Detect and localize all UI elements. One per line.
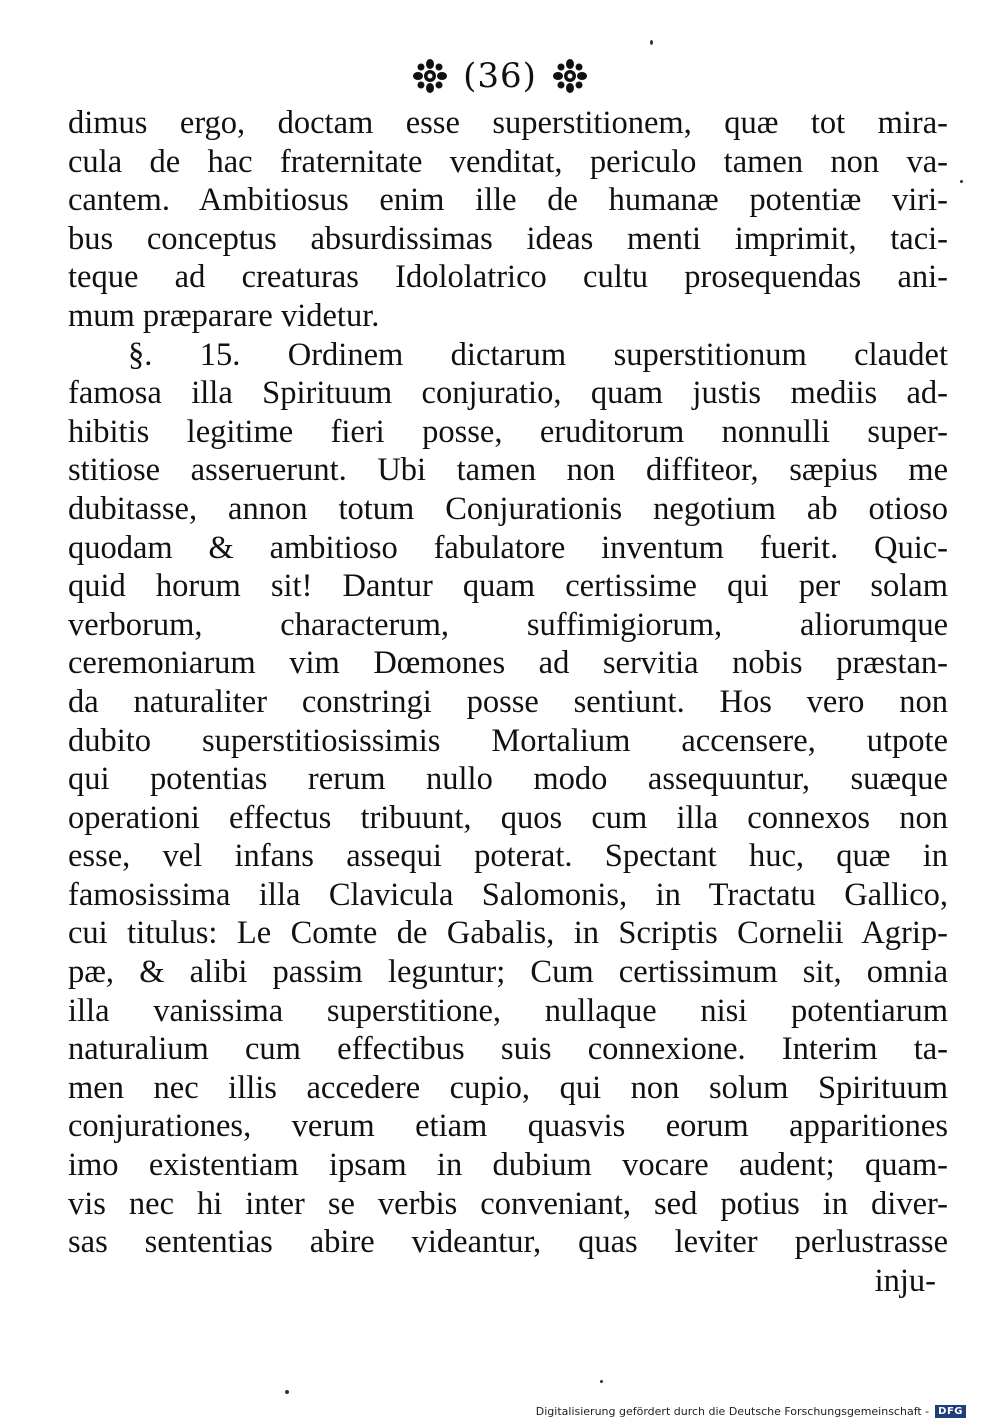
- text-line: famosissima illa Clavicula Salomonis, in Tractatu Gallico,: [68, 876, 948, 913]
- text-line: vis nec hi inter se verbis conveniant, sed potius in diver-: [68, 1185, 948, 1222]
- section-heading-line: §. 15. Ordinem dictarum superstitionum claudet: [128, 336, 948, 373]
- dfg-logo-icon: DFG: [935, 1405, 966, 1418]
- text-line: imo existentiam ipsam in dubium vocare audent; quam-: [68, 1147, 948, 1184]
- text-line: ceremoniarum vim Dœmones ad servitia nobis præstan-: [68, 645, 948, 682]
- text-line: pæ, & alibi passim leguntur; Cum certissimum sit, omnia: [68, 954, 948, 991]
- text-line: naturalium cum effectibus suis connexione. Interim ta-: [68, 1031, 948, 1068]
- text-line: quodam & ambitioso fabulatore inventum fuerit. Quic-: [68, 529, 948, 566]
- catchword: inju-: [874, 1262, 936, 1299]
- text-line: quid horum sit! Dantur quam certissime qui per solam: [68, 568, 948, 605]
- ink-speck: [600, 1380, 603, 1383]
- page-header: [0, 52, 1000, 98]
- text-line: bus conceptus absurdissimas ideas menti imprimit, taci-: [68, 220, 948, 257]
- text-line: esse, vel infans assequi poterat. Spectant huc, quæ in: [68, 838, 948, 875]
- text-line: dimus ergo, doctam esse superstitionem, quæ tot mira-: [68, 105, 948, 141]
- text-line: illa vanissima superstitione, nullaque nisi potentiarum: [68, 992, 948, 1029]
- fleuron-icon: [553, 59, 587, 93]
- text-line: conjurationes, verum etiam quasvis eorum apparitiones: [68, 1108, 948, 1145]
- text-line: cui titulus: Le Comte de Gabalis, in Scriptis Cornelii Agrip-: [68, 915, 948, 952]
- text-line: teque ad creaturas Idololatrico cultu prosequendas ani-: [68, 259, 948, 296]
- text-line: stitiose asseruerunt. Ubi tamen non diffiteor, sæpius me: [68, 452, 948, 489]
- text-line: cula de hac fraternitate venditat, periculo tamen non va-: [68, 143, 948, 180]
- text-line: dubitasse, annon totum Conjurationis negotium ab otioso: [68, 490, 948, 527]
- ink-speck: [285, 1390, 289, 1394]
- page-number: (36): [463, 56, 537, 96]
- text-line: hibitis legitime fieri posse, eruditorum nonnulli super-: [68, 413, 948, 450]
- text-line: famosa illa Spirituum conjuratio, quam justis mediis ad-: [68, 375, 948, 412]
- text-line: da naturaliter constringi posse sentiunt. Hos vero non: [68, 683, 948, 720]
- main-text-block: [68, 104, 948, 1300]
- digitization-credit: [536, 1405, 966, 1418]
- text-line: mum præparare videtur.: [68, 297, 380, 334]
- text-line: men nec illis accedere cupio, qui non solum Spirituum: [68, 1069, 948, 1106]
- text-line: dubito superstitiosissimis Mortalium accensere, utpote: [68, 722, 948, 759]
- text-line: operationi effectus tribuunt, quos cum illa connexos non: [68, 799, 948, 836]
- credit-text: Digitalisierung gefördert durch die Deutsche Forschungsgemeinschaft -: [535, 1405, 930, 1418]
- text-line: verborum, characterum, suffimigiorum, aliorumque: [68, 606, 948, 643]
- ink-speck: [650, 40, 653, 45]
- ink-speck: [960, 180, 963, 183]
- fleuron-icon: [413, 59, 447, 93]
- text-line: cantem. Ambitiosus enim ille de humanæ potentiæ viri-: [68, 182, 948, 219]
- text-line: sas sententias abire videantur, quas leviter perlustrasse: [68, 1224, 948, 1261]
- text-line: qui potentias rerum nullo modo assequuntur, suæque: [68, 761, 948, 798]
